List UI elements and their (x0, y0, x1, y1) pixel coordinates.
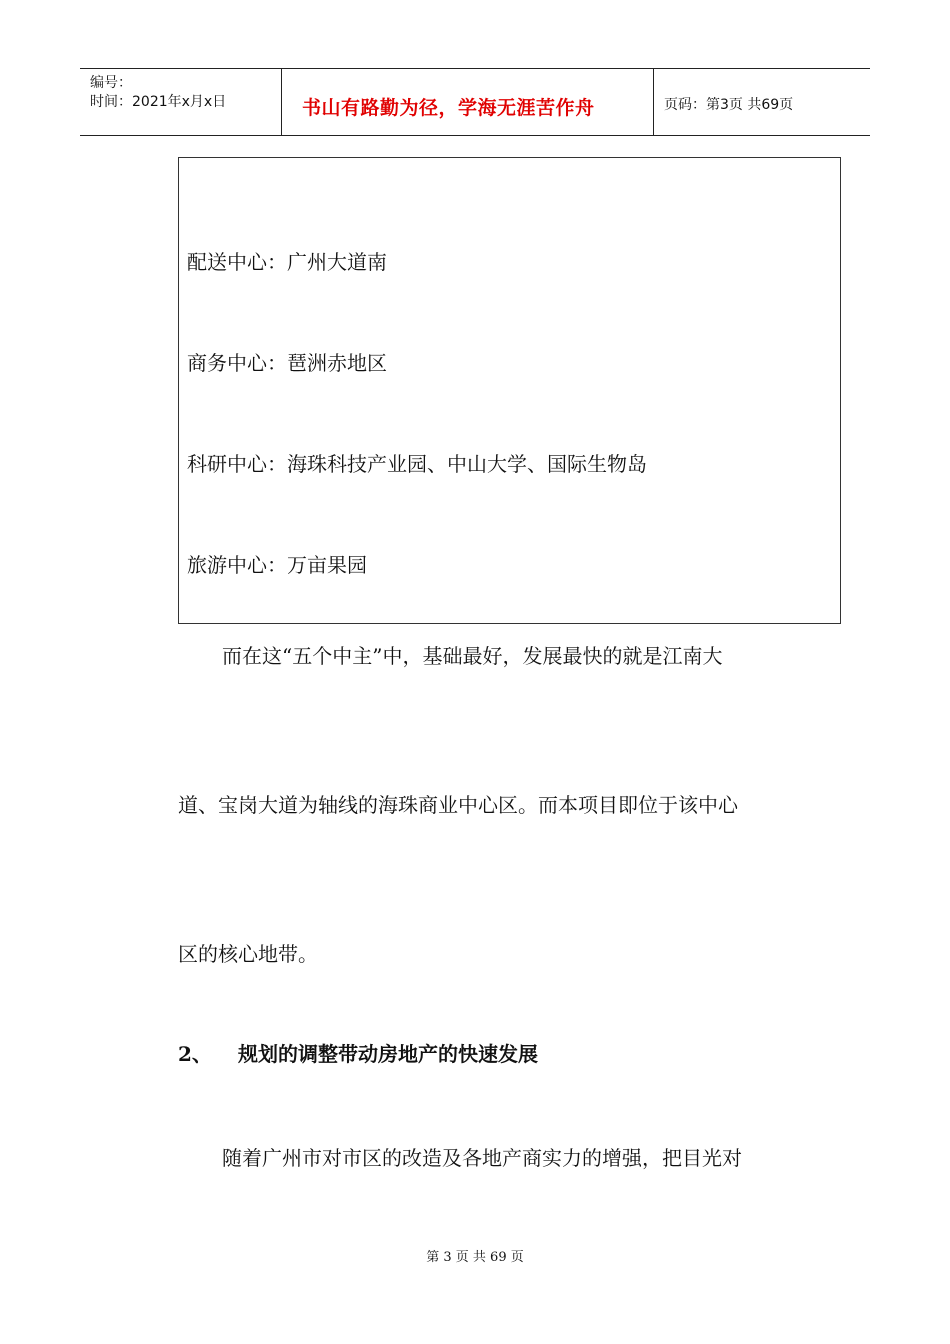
page-info: 页码：第3页 共69页 (664, 97, 794, 113)
centers-box (178, 157, 841, 624)
section-heading (178, 1038, 538, 1067)
paragraph-line-1: 而在这“五个中主”中，基础最好，发展最快的就是江南大 (222, 644, 723, 668)
box-line-research: 科研中心：海珠科技产业园、中山大学、国际生物岛 (187, 452, 647, 476)
paragraph-line-2: 道、宝岗大道为轴线的海珠商业中心区。而本项目即位于该中心 (178, 793, 738, 817)
header-left-cell (80, 69, 282, 135)
section-title: 规划的调整带动房地产的快速发展 (238, 1042, 538, 1066)
page-header (80, 68, 870, 136)
header-motto-cell (282, 69, 654, 135)
box-line-distribution: 配送中心：广州大道南 (187, 250, 387, 274)
section-number: 2、 (178, 1042, 212, 1066)
motto-text: 书山有路勤为径，学海无涯苦作舟 (302, 97, 595, 119)
paragraph-line-3: 区的核心地带。 (178, 942, 318, 966)
box-line-business: 商务中心：琶洲赤地区 (187, 351, 387, 375)
box-line-tourism: 旅游中心：万亩果园 (187, 553, 367, 577)
paragraph-2-line-1: 随着广州市对市区的改造及各地产商实力的增强，把目光对 (222, 1146, 742, 1170)
header-right-cell (654, 69, 870, 135)
time-label: 时间：2021年x月x日 (90, 94, 227, 110)
number-label: 编号： (90, 75, 132, 91)
page-footer: 第 3 页 共 69 页 (426, 1250, 524, 1265)
